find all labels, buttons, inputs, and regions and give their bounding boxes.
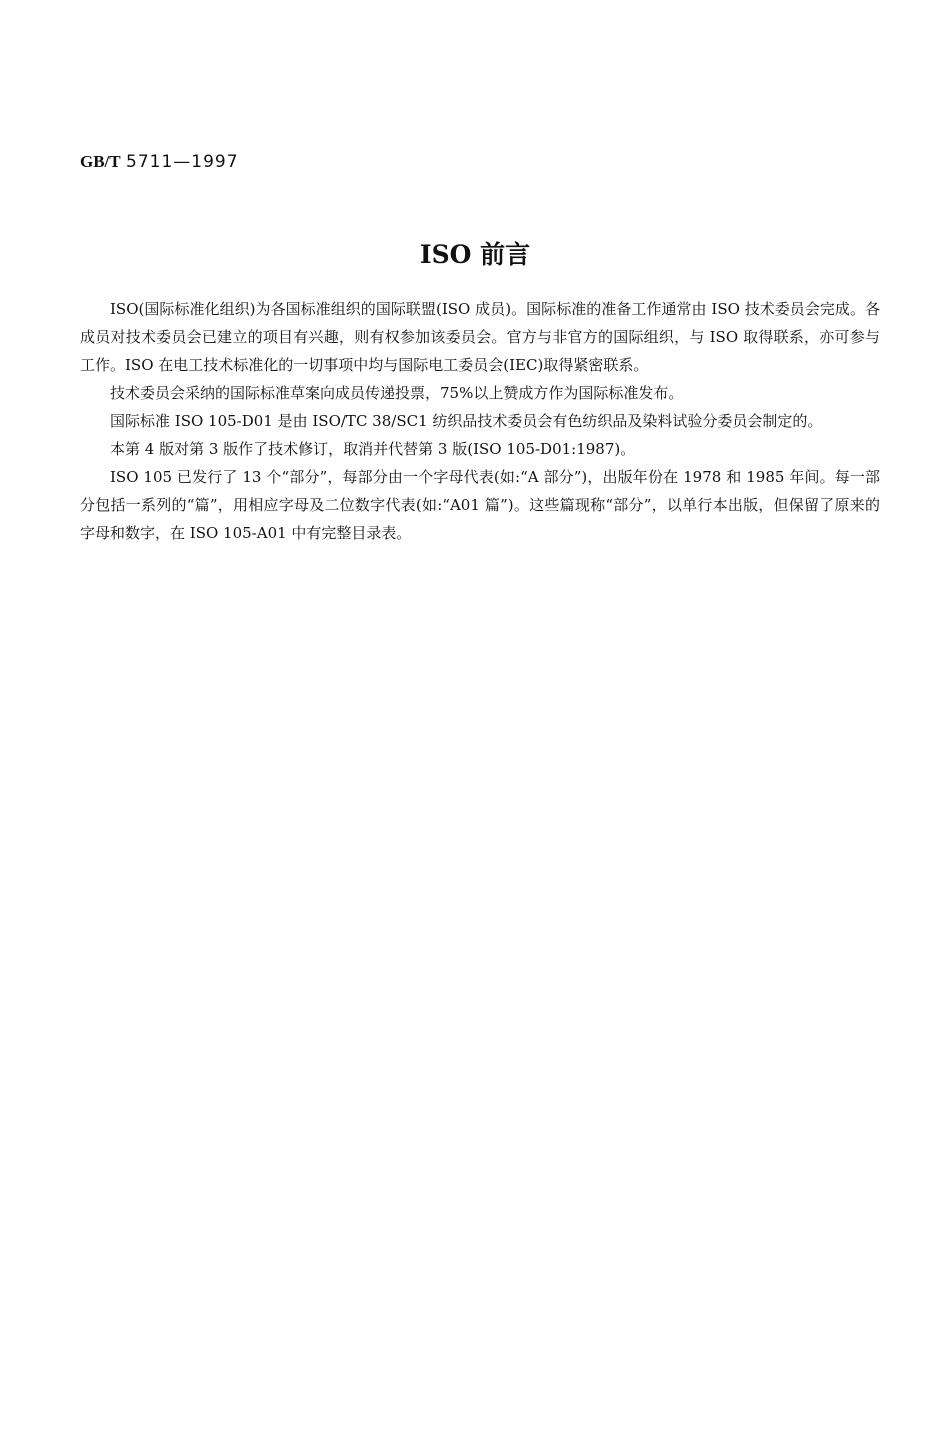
paragraph: ISO(国际标准化组织)为各国标准组织的国际联盟(ISO 成员)。国际标准的准备工作通常由 ISO 技术委员会完成。各成员对技术委员会已建立的项目有兴趣，则有权参加该委员会。官方与非官方的国际组织，与 ISO 取得联系，亦可参与工作。ISO 在电工技术标准化的一切事项中均与国际电工委员会(IEC)取得紧密联系。 (80, 300, 880, 374)
paragraph: 技术委员会采纳的国际标准草案向成员传递投票，75%以上赞成方作为国际标准发布。 (110, 384, 684, 402)
standard-year-number: 5711—1997 (126, 152, 239, 172)
paragraph: 国际标准 ISO 105-D01 是由 ISO/TC 38/SC1 纺织品技术委员会有色纺织品及染料试验分委员会制定的。 (110, 412, 823, 430)
page-title: ISO 前言 (419, 240, 531, 269)
paragraph: 本第 4 版对第 3 版作了技术修订，取消并代替第 3 版(ISO 105-D01:1987)。 (110, 440, 636, 458)
paragraph: ISO 105 已发行了 13 个“部分”，每部分由一个字母代表(如:“A 部分”)，出版年份在 1978 和 1985 年间。每一部分包括一系列的“篇”，用相应字母及二位数字代表(如:“A01 篇”)。这些篇现称“部分”，以单行本出版，但保留了原来的字母和数字，在 ISO 105-A01 中有完整目录表。 (80, 468, 880, 542)
standard-number (80, 152, 239, 172)
foreword-body (80, 295, 880, 547)
standard-code: GB/T (80, 152, 121, 171)
